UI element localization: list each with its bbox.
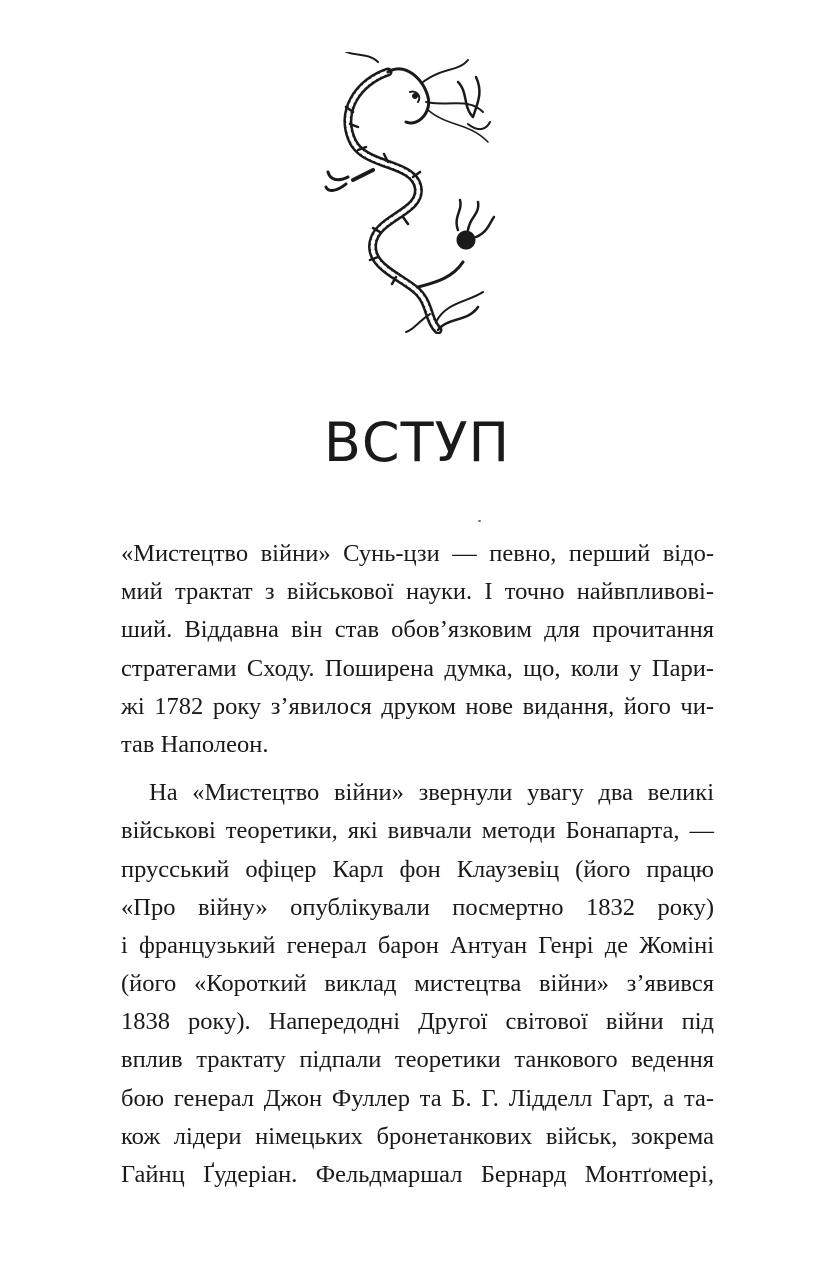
body-text (121, 535, 714, 1194)
text-line: мий трактат з військової науки. І точно найвпливові- (121, 578, 714, 606)
text-line: 1838 року). Напередодні Другої світової війни під (121, 1008, 714, 1036)
text-line: Гайнц Ґудеріан. Фельдмаршал Бернард Монтґомері, (121, 1161, 714, 1188)
text-line: «Про війну» опублікували посмертно 1832 року) (121, 893, 714, 921)
dragon-icon (318, 52, 502, 334)
text-line: стратегами Сходу. Поширена думка, що, коли у Пари- (121, 654, 714, 682)
chapter-title: ВСТУП (323, 411, 511, 474)
text-line: жі 1782 року з’явилося друком нове видання, його чи- (121, 692, 714, 720)
text-line: «Мистецтво війни» Сунь-цзи — певно, перший відо- (121, 540, 714, 567)
print-speck (478, 520, 481, 522)
text-line: і французький генерал барон Антуан Генрі де Жоміні (121, 931, 714, 959)
text-line: тав Наполеон. (121, 730, 269, 758)
text-line: (його «Короткий виклад мистецтва війни» з’явився (121, 970, 714, 998)
text-line: На «Мистецтво війни» звернули увагу два великі (149, 779, 714, 807)
text-line: вплив трактату підпали теоретики танкового ведення (121, 1046, 714, 1074)
text-line: кож лідери німецьких бронетанкових військ, зокрема (121, 1122, 714, 1150)
text-line: прусський офіцер Карл фон Клаузевіц (його працю (121, 855, 714, 883)
text-line: військові теоретики, які вивчали методи Бонапарта, — (121, 817, 714, 845)
text-line: бою генерал Джон Фуллер та Б. Г. Лідделл Гарт, а та- (121, 1084, 714, 1112)
text-line: ший. Віддавна він став обов’язковим для прочитання (121, 616, 714, 644)
